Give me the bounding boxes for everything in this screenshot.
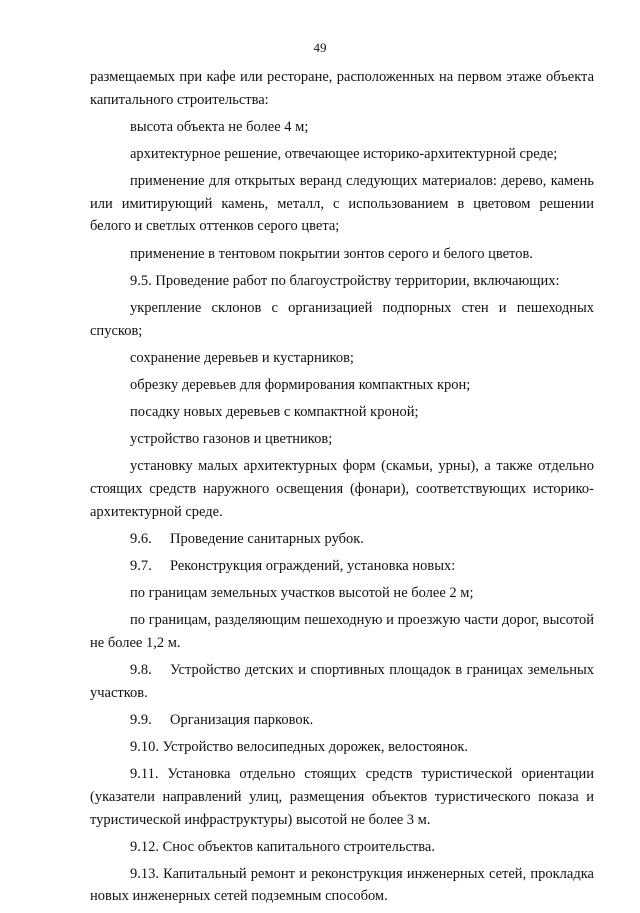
paragraph: высота объекта не более 4 м;: [130, 118, 309, 135]
section-9-12: 9.12. Снос объектов капитального строительства.: [130, 838, 435, 855]
section-number: 9.7.: [130, 558, 152, 574]
paragraph: посадку новых деревьев с компактной кроной;: [130, 404, 419, 421]
page-number: 49: [313, 40, 327, 55]
document-body: [90, 66, 594, 913]
paragraph: архитектурное решение, отвечающее историко-архитектурной среде;: [130, 145, 558, 162]
paragraph: размещаемых при кафе или ресторане, расположенных на первом этаже объекта капитального строительства:: [90, 69, 594, 108]
section-number: 9.6.: [130, 530, 152, 547]
paragraph: сохранение деревьев и кустарников;: [130, 349, 354, 366]
section-heading-9-5: 9.5. Проведение работ по благоустройству территории, включающих:: [130, 272, 560, 289]
section-number: 9.8.: [130, 662, 152, 679]
section-text: Организация парковок.: [170, 711, 314, 728]
paragraph: установку малых архитектурных форм (скамьи, урны), а также отдельно стоящих средств наружного освещения (фонари), соответствующих историко-архитектурной среде.: [90, 458, 594, 520]
section-9-10: 9.10. Устройство велосипедных дорожек, велостоянок.: [130, 739, 469, 756]
paragraph: устройство газонов и цветников;: [130, 431, 333, 448]
section-9-11: 9.11. Установка отдельно стоящих средств туристической ориентации (указатели направлений улиц, размещения объектов туристического показа и туристической инфраструктуры) высотой не более 3 м.: [90, 766, 594, 828]
section-9-7: [90, 555, 594, 578]
section-number: 9.9.: [130, 711, 152, 728]
paragraph: укрепление склонов с организацией подпорных стен и пешеходных спусков;: [90, 299, 594, 339]
paragraph: применение для открытых веранд следующих материалов: дерево, камень или имитирующий камень, металл, с использованием в цветовом решении белого и светлых оттенков серого цвета;: [90, 173, 594, 235]
section-9-6: [90, 528, 594, 551]
section-9-13: 9.13. Капитальный ремонт и реконструкция инженерных сетей, прокладка новых инженерных сетей подземным способом.: [90, 865, 594, 905]
paragraph: по границам, разделяющим пешеходную и проезжую части дорог, высотой не более 1,2 м.: [90, 612, 594, 651]
paragraph: по границам земельных участков высотой не более 2 м;: [130, 585, 474, 602]
section-text: Устройство детских и спортивных площадок в границах земельных участков.: [90, 662, 594, 701]
section-text: Проведение санитарных рубок.: [170, 530, 364, 547]
section-text: Реконструкция ограждений, установка новых:: [170, 558, 456, 574]
section-9-8: [90, 659, 594, 704]
paragraph: обрезку деревьев для формирования компактных крон;: [130, 376, 471, 393]
paragraph: применение в тентовом покрытии зонтов серого и белого цветов.: [130, 245, 533, 262]
section-9-9: [90, 709, 594, 732]
